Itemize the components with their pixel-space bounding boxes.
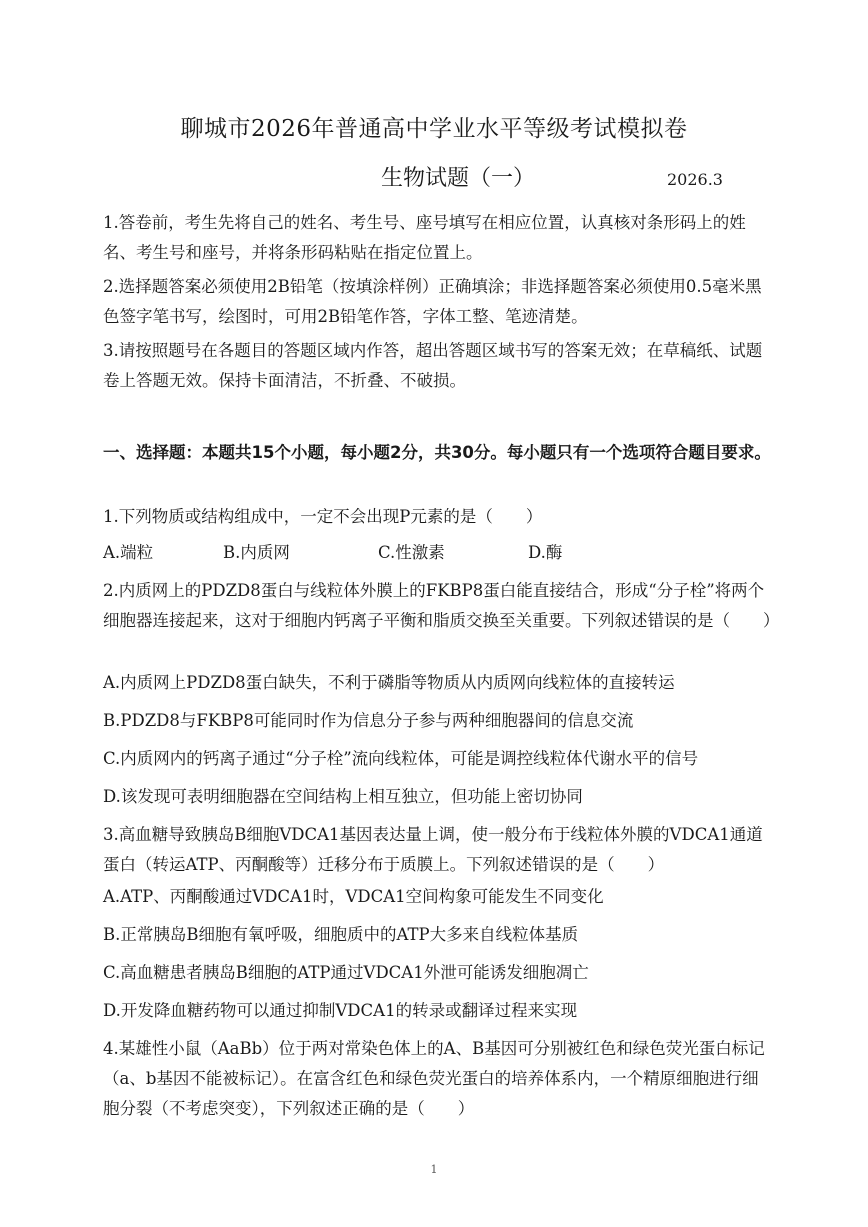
section-heading: 一、选择题：本题共15个小题，每小题2分，共30分。每小题只有一个选项符合题目要求。 <box>103 443 771 462</box>
question-1-option-c: C.性激素 <box>378 543 445 562</box>
exam-date: 2026.3 <box>667 170 723 189</box>
subtitle-row <box>0 164 868 194</box>
question-2-option-b: B.PDZD8与FKBP8可能同时作为信息分子参与两种细胞器间的信息交流 <box>103 711 634 730</box>
question-4-stem: 4.某雄性小鼠（AaBb）位于两对常染色体上的A、B基因可分别被红色和绿色荧光蛋白标记（a、b基因不能被标记）。在富含红色和绿色荧光蛋白的培养体系内，一个精原细胞进行细胞分裂（不考虑突变），下列叙述正确的是（ ） <box>103 1039 765 1118</box>
question-3-stem: 3.高血糖导致胰岛B细胞VDCA1基因表达量上调，使一般分布于线粒体外膜的VDCA1通道蛋白（转运ATP、丙酮酸等）迁移分布于质膜上。下列叙述错误的是（ ） <box>103 825 763 874</box>
question-1-option-d: D.酶 <box>528 543 563 562</box>
question-1-option-b: B.内质网 <box>223 543 290 562</box>
page-number: 1 <box>430 1163 438 1176</box>
question-1-stem: 1.下列物质或结构组成中，一定不会出现P元素的是（ ） <box>103 507 543 526</box>
question-2-option-c: C.内质网内的钙离子通过“分子栓”流向线粒体，可能是调控线粒体代谢水平的信号 <box>103 749 699 768</box>
question-2-stem: 2.内质网上的PDZD8蛋白与线粒体外膜上的FKBP8蛋白能直接结合，形成“分子栓”将两个细胞器连接起来，这对于细胞内钙离子平衡和脂质交换至关重要。下列叙述错误的是（ ） <box>103 581 780 630</box>
question-1-options <box>103 538 773 568</box>
question-1-option-a: A.端粒 <box>103 543 154 562</box>
exam-subtitle: 生物试题（一） <box>381 166 536 191</box>
question-3-option-b: B.正常胰岛B细胞有氧呼吸，细胞质中的ATP大多来自线粒体基质 <box>103 925 579 944</box>
instruction-2: 2.选择题答案必须使用2B铅笔（按填涂样例）正确填涂；非选择题答案必须使用0.5毫米黑色签字笔书写，绘图时，可用2B铅笔作答，字体工整、笔迹清楚。 <box>103 277 762 326</box>
exam-title: 聊城市2026年普通高中学业水平等级考试模拟卷 <box>180 116 688 142</box>
question-3-option-c: C.高血糖患者胰岛B细胞的ATP通过VDCA1外泄可能诱发细胞凋亡 <box>103 963 589 982</box>
question-2-option-a: A.内质网上PDZD8蛋白缺失，不利于磷脂等物质从内质网向线粒体的直接转运 <box>103 673 675 692</box>
question-2-option-d: D.该发现可表明细胞器在空间结构上相互独立，但功能上密切协同 <box>103 787 583 806</box>
instruction-1: 1.答卷前，考生先将自己的姓名、考生号、座号填写在相应位置，认真核对条形码上的姓名、考生号和座号，并将条形码粘贴在指定位置上。 <box>103 213 746 262</box>
question-3-option-a: A.ATP、丙酮酸通过VDCA1时，VDCA1空间构象可能发生不同变化 <box>103 887 604 906</box>
instruction-3: 3.请按照题号在各题目的答题区域内作答，超出答题区域书写的答案无效；在草稿纸、试题卷上答题无效。保持卡面清洁，不折叠、不破损。 <box>103 341 763 390</box>
question-3-option-d: D.开发降血糖药物可以通过抑制VDCA1的转录或翻译过程来实现 <box>103 1001 578 1020</box>
